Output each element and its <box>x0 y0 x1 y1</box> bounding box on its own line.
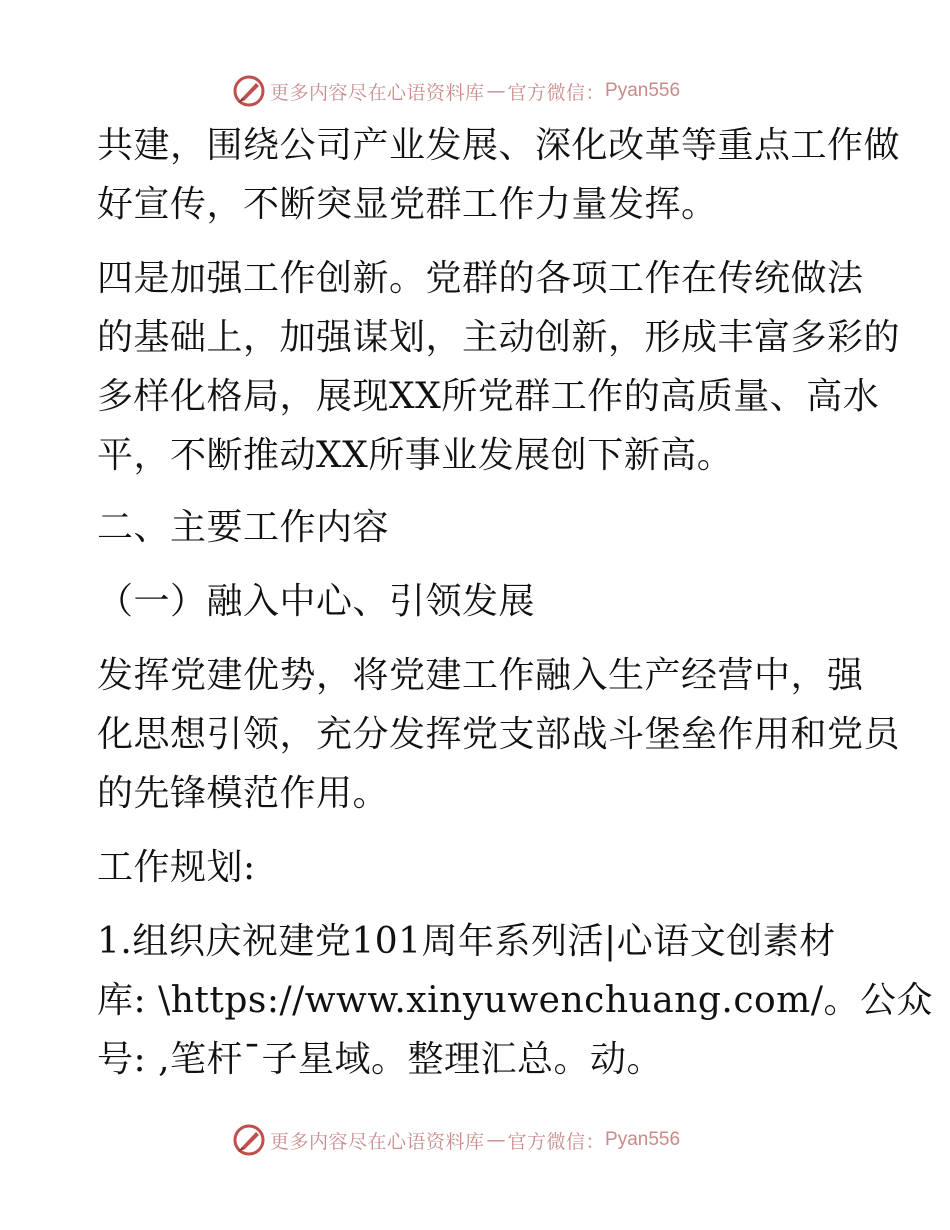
watermark-wechat-id: Pyan556 <box>605 1129 681 1150</box>
body-line: 工作规划: <box>97 847 256 888</box>
watermark-separator: — <box>486 80 506 102</box>
body-line: 平，不断推动XX所事业发展创下新高。 <box>97 435 734 476</box>
watermark-text: 更多内容尽在心语资料库 <box>270 81 485 104</box>
body-line: 号: ,笔杆¯子星域。整理汇总。动。 <box>97 1039 664 1080</box>
body-line: 库: \https://www.xinyuwenchuang.com/。公众 <box>97 980 933 1021</box>
body-line: 的基础上，加强谋划，主动创新，形成丰富多彩的 <box>97 317 901 358</box>
body-line: 多样化格局，展现XX所党群工作的高质量、高水 <box>97 376 880 417</box>
body-line: 共建，围绕公司产业发展、深化改革等重点工作做 <box>97 125 901 166</box>
body-line: 1.组织庆祝建党101周年系列活|心语文创素材 <box>97 921 836 962</box>
section-heading: 二、主要工作内容 <box>97 507 390 548</box>
watermark-label: 官方微信： <box>507 1130 606 1153</box>
footer-watermark <box>232 1122 680 1158</box>
body-line: 化思想引领，充分发挥党支部战斗堡垒作用和党员 <box>97 714 901 755</box>
body-line: 好宣传，不断突显党群工作力量发挥。 <box>97 184 718 225</box>
body-line: 的先锋模范作用。 <box>97 773 390 814</box>
watermark-text: 更多内容尽在心语资料库 <box>270 1130 485 1153</box>
body-line: 发挥党建优势，将党建工作融入生产经营中，强 <box>97 655 864 696</box>
watermark-separator: — <box>486 1129 506 1151</box>
header-watermark <box>232 73 680 109</box>
quill-pen-logo-icon <box>232 74 266 108</box>
subsection-heading: （一）融入中心、引领发展 <box>97 581 536 622</box>
body-line: 四是加强工作创新。党群的各项工作在传统做法 <box>97 258 864 299</box>
watermark-wechat-id: Pyan556 <box>605 80 681 101</box>
watermark-label: 官方微信： <box>507 81 606 104</box>
quill-pen-logo-icon <box>232 1123 266 1157</box>
